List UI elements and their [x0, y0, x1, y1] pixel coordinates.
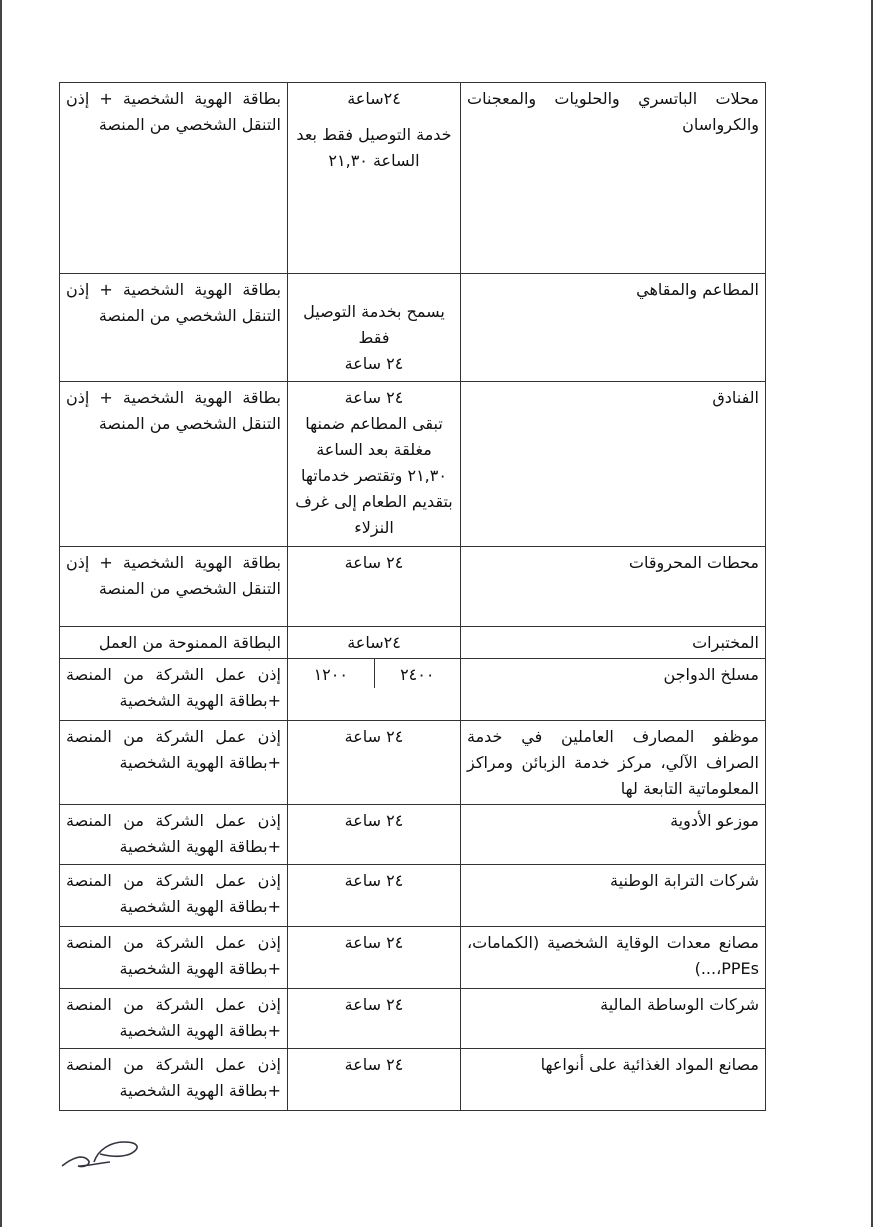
table-row — [60, 927, 766, 989]
hours-cell — [288, 382, 461, 547]
docs-cell: إذن عمل الشركة من المنصة +بطاقة الهوية الشخصية — [60, 927, 288, 989]
docs-cell: إذن عمل الشركة من المنصة +بطاقة الهوية الشخصية — [60, 659, 288, 721]
opening-hours-table — [59, 82, 766, 1111]
sector-cell: محلات الباتسري والحلويات والمعجنات والكرواسان — [461, 83, 766, 274]
docs-cell: إذن عمل الشركة من المنصة +بطاقة الهوية الشخصية — [60, 721, 288, 805]
hours-cell — [288, 274, 461, 382]
hours-cell — [288, 659, 461, 721]
hours-cell: ٢٤ ساعة — [288, 805, 461, 865]
docs-cell: بطاقة الهوية الشخصية + إذن التنقل الشخصي من المنصة — [60, 382, 288, 547]
docs-cell: البطاقة الممنوحة من العمل — [60, 627, 288, 659]
table-row — [60, 721, 766, 805]
table-row — [60, 627, 766, 659]
hours-note: تبقى المطاعم ضمنها مغلقة بعد الساعة ٢١,٣٠ وتقتصر خدماتها بتقديم الطعام إلى غرف النزلاء — [295, 414, 453, 537]
hours-note: ٢٤ ساعة — [344, 354, 404, 373]
table-row — [60, 989, 766, 1049]
table-row — [60, 274, 766, 382]
hours-cell: ٢٤ ساعة — [288, 927, 461, 989]
sector-cell: شركات الترابة الوطنية — [461, 865, 766, 927]
table-row — [60, 1049, 766, 1111]
docs-cell: إذن عمل الشركة من المنصة +بطاقة الهوية الشخصية — [60, 865, 288, 927]
sector-cell: شركات الوساطة المالية — [461, 989, 766, 1049]
hours-cell: ٢٤ ساعة — [288, 721, 461, 805]
hours-cell: ٢٤ ساعة — [288, 547, 461, 627]
docs-cell: إذن عمل الشركة من المنصة +بطاقة الهوية الشخصية — [60, 989, 288, 1049]
hours-cell — [288, 83, 461, 274]
hours-cell: ٢٤ساعة — [288, 627, 461, 659]
hours-note: خدمة التوصيل فقط بعد الساعة ٢١,٣٠ — [296, 125, 452, 170]
hours-secondary: ١٢٠٠ — [313, 665, 348, 684]
signature-mark — [58, 1136, 148, 1176]
hours-text: ٢٤ساعة — [347, 89, 401, 108]
sector-cell: موظفو المصارف العاملين في خدمة الصراف الآلي، مركز خدمة الزبائن ومراكز المعلوماتية التابعة لها — [461, 721, 766, 805]
hours-primary: ٢٤٠٠ — [374, 659, 461, 688]
docs-cell: إذن عمل الشركة من المنصة +بطاقة الهوية الشخصية — [60, 805, 288, 865]
hours-text: ٢٤ ساعة — [344, 388, 404, 407]
docs-cell: بطاقة الهوية الشخصية + إذن التنقل الشخصي من المنصة — [60, 83, 288, 274]
docs-cell: بطاقة الهوية الشخصية + إذن التنقل الشخصي من المنصة — [60, 274, 288, 382]
hours-cell: ٢٤ ساعة — [288, 1049, 461, 1111]
sector-cell: محطات المحروقات — [461, 547, 766, 627]
sector-cell: موزعو الأدوية — [461, 805, 766, 865]
hours-text: يسمح بخدمة التوصيل فقط — [303, 302, 445, 347]
table-row — [60, 805, 766, 865]
page-edge-left — [0, 0, 2, 1227]
sector-cell: مسلخ الدواجن — [461, 659, 766, 721]
sector-cell: المطاعم والمقاهي — [461, 274, 766, 382]
table-row — [60, 659, 766, 721]
table-row — [60, 547, 766, 627]
docs-cell: إذن عمل الشركة من المنصة +بطاقة الهوية الشخصية — [60, 1049, 288, 1111]
table-row — [60, 83, 766, 274]
table-row — [60, 382, 766, 547]
docs-cell: بطاقة الهوية الشخصية + إذن التنقل الشخصي من المنصة — [60, 547, 288, 627]
hours-cell: ٢٤ ساعة — [288, 989, 461, 1049]
hours-cell: ٢٤ ساعة — [288, 865, 461, 927]
sector-cell: مصانع معدات الوقاية الشخصية (الكمامات، PPEs،...) — [461, 927, 766, 989]
sector-cell: مصانع المواد الغذائية على أنواعها — [461, 1049, 766, 1111]
table-row — [60, 865, 766, 927]
sector-cell: الفنادق — [461, 382, 766, 547]
sector-cell: المختبرات — [461, 627, 766, 659]
